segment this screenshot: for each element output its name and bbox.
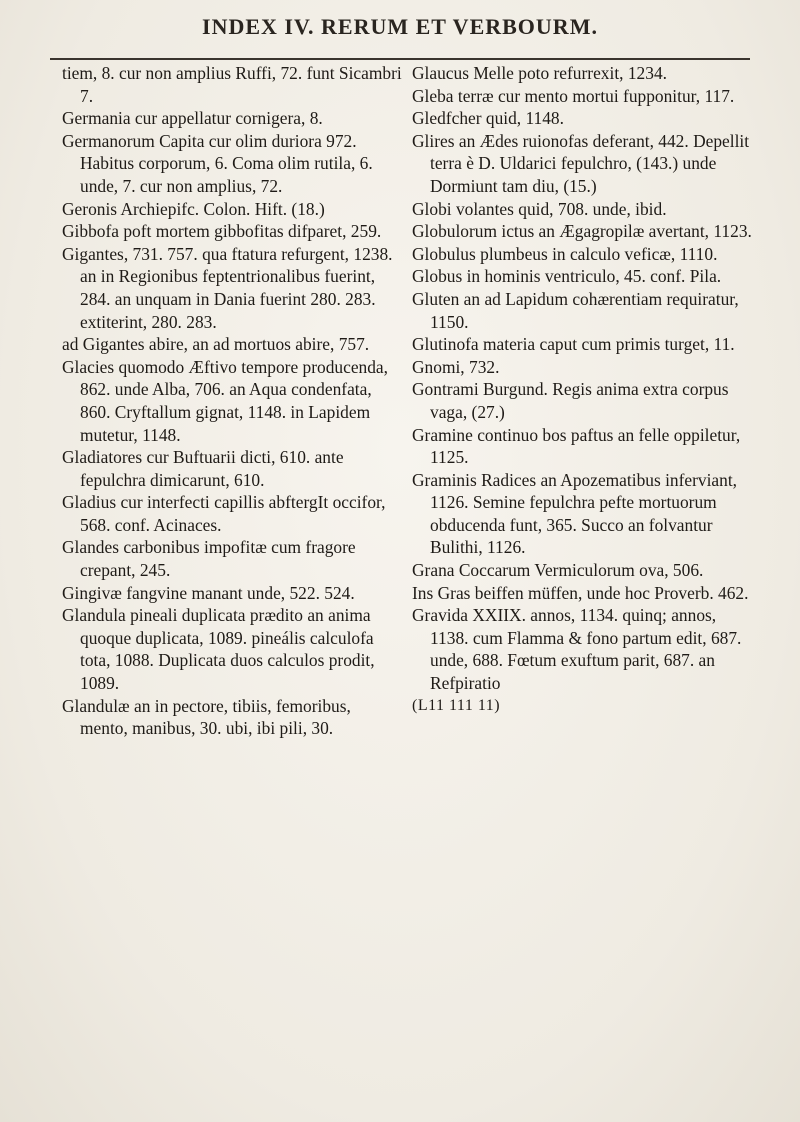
index-entry: Gravida XXIIX. annos, 1134. quinq; annos, 1138. cum Flamma & fono partum edit, 687. unde, 688. Fœtum exuftum parit, 687. an Refpiratio [412,605,742,694]
index-entry: Glacies quomodo Æftivo tempore producenda, 862. unde Alba, 706. an Aqua condenfata, 860. Cryftallum gignat, 1148. in Lapidem mutetur, 1148. [62,356,388,445]
index-entry: Glaucus Melle poto refurrexit, 1234. [412,63,667,83]
index-entry: Gledfcher quid, 1148. [412,108,564,129]
index-entry: Gibbofa poft mortem gibbofitas difparet, 259. [62,221,382,242]
index-entry: Glutinofa materia caput cum primis turget, 11. [412,334,735,355]
index-entry: Gladius cur interfecti capillis abftergIt occifor, 568. conf. Acinaces. [62,492,386,535]
index-entry: Globulus plumbeus in calculo veficæ, 1110. [412,243,718,264]
index-entry: tiem, 8. cur non amplius Ruffi, 72. funt Sicambri 7. [62,63,402,106]
index-entry: Germanorum Capita cur olim duriora 972. Habitus corporum, 6. Coma olim rutila, 6. unde, 7. cur non amplius, 72. [62,130,373,196]
header-rule [50,58,750,60]
signature-mark: (L11 111 11) [412,696,501,714]
left-column [62,62,402,740]
index-entry: Gramine continuo bos paftus an felle oppiletur, 1125. [412,424,741,468]
index-entry: Glandula pineali duplicata prædito an anima quoque duplicata, 1089. pineális calculofa tota, 1088. Duplicata duos calculos prodit, 1089. [62,605,375,694]
index-entry: Glandulæ an in pectore, tibiis, femoribus, mento, manibus, 30. ubi, ibi pili, 30. [62,695,351,739]
index-entry: Gingivæ fangvine manant unde, 522. 524. [62,582,355,603]
index-entry: Gontrami Burgund. Regis anima extra corpus vaga, (27.) [412,379,729,422]
index-entry: Globulorum ictus an Ægagropilæ avertant, 1123. [412,221,752,242]
index-entry: Gladiatores cur Buftuarii dicti, 610. ante fepulchra dimicarunt, 610. [62,447,344,490]
index-entry: Gnomi, 732. [412,356,500,377]
index-entry: Gleba terræ cur mento mortui fupponitur, 117. [412,85,735,106]
index-entry: Grana Coccarum Vermiculorum ova, 506. [412,560,704,581]
index-entry: Globi volantes quid, 708. unde, ibid. [412,198,667,219]
index-entry: Glires an Ædes ruionofas deferant, 442. Depellit terra è D. Uldarici fepulchro, (143.) unde Dormiunt tam diu, (15.) [412,130,750,196]
index-entry: Globus in hominis ventriculo, 45. conf. Pila. [412,266,722,287]
index-entry: ad Gigantes abire, an ad mortuos abire, 757. [62,334,370,355]
page-header: INDEX IV. RERUM ET VERBOURM. [202,14,598,39]
index-entry: Ins Gras beiffen müffen, unde hoc Proverb. 462. [412,582,749,603]
index-entry: Gigantes, 731. 757. qua ftatura refurgent, 1238. an in Regionibus feptentrionalibus fuerint, 284. an unquam in Dania fuerint 280. 283. extiterint, 280. 283. [62,243,393,332]
right-column [412,62,752,717]
index-entry: Germania cur appellatur cornigera, 8. [62,108,323,129]
index-entry: Geronis Archiepifc. Colon. Hift. (18.) [62,198,325,219]
index-entry: Gluten an ad Lapidum cohærentiam requiratur, 1150. [412,288,739,332]
index-entry: Graminis Radices an Apozematibus inferviant, 1126. Semine fepulchra pefte mortuorum obducenda funt, 365. Succo an folvantur Bulithi, 1126. [412,469,738,558]
index-entry: Glandes carbonibus impofitæ cum fragore crepant, 245. [62,537,356,581]
